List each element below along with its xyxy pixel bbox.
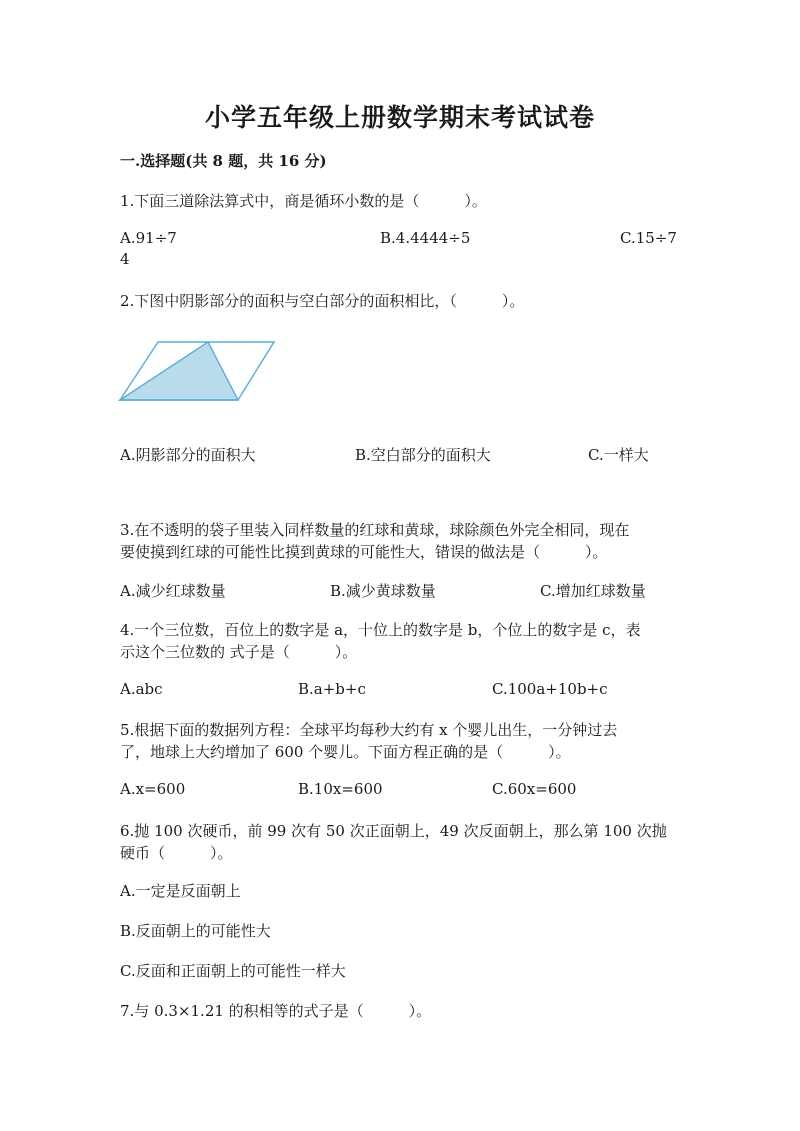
question-4-stem-line-1: 4.一个三位数，百位上的数字是 a，十位上的数字是 b，个位上的数字是 c，表 (120, 621, 641, 639)
question-4-stem-line-2: 示这个三位数的 式子是（ ）。 (120, 643, 358, 661)
question-5-option-b: B.10x=600 (298, 780, 383, 798)
question-3-stem-line-2: 要使摸到红球的可能性比摸到黄球的可能性大，错误的做法是（ ）。 (120, 543, 608, 561)
question-5-option-c: C.60x=600 (492, 780, 577, 798)
question-6-stem-line-1: 6.抛 100 次硬币，前 99 次有 50 次正面朝上，49 次反面朝上，那么第 100 次抛 (120, 822, 667, 840)
page-title: 小学五年级上册数学期末考试试卷 (204, 103, 595, 132)
question-1-option-c: C.15÷7 (620, 229, 677, 247)
question-2-option-b: B.空白部分的面积大 (355, 446, 491, 464)
question-1-option-a: A.91÷7 (120, 229, 177, 247)
question-1-stem: 1.下面三道除法算式中，商是循环小数的是（ ）。 (120, 192, 487, 210)
question-6-option-a: A.一定是反面朝上 (120, 882, 241, 900)
question-2-stem: 2.下图中阴影部分的面积与空白部分的面积相比，（ ）。 (120, 292, 525, 310)
question-4-option-c: C.100a+10b+c (492, 680, 608, 698)
section-heading: 一.选择题(共 8 题，共 16 分) (120, 152, 327, 170)
question-4-option-b: B.a+b+c (298, 680, 366, 698)
question-4-option-a: A.abc (120, 680, 163, 698)
question-2-option-c: C.一样大 (588, 446, 649, 464)
question-5-stem-line-2: 了，地球上大约增加了 600 个婴儿。下面方程正确的是（ ）。 (120, 743, 571, 761)
question-3-option-b: B.减少黄球数量 (330, 582, 436, 600)
question-5-option-a: A.x=600 (120, 780, 186, 798)
question-6-option-c: C.反面和正面朝上的可能性一样大 (120, 962, 346, 980)
question-3-option-a: A.减少红球数量 (120, 582, 226, 600)
question-3-stem-line-1: 3.在不透明的袋子里装入同样数量的红球和黄球，球除颜色外完全相同，现在 (120, 521, 630, 539)
question-1-option-a-wrap: 4 (120, 250, 130, 268)
shaded-triangle (120, 342, 238, 400)
question-6-option-b: B.反面朝上的可能性大 (120, 922, 271, 940)
question-6-stem-line-2: 硬币（ ）。 (120, 844, 233, 862)
question-7-stem: 7.与 0.3×1.21 的积相等的式子是（ ）。 (120, 1002, 432, 1020)
parallelogram-figure (118, 338, 278, 404)
question-2-option-a: A.阴影部分的面积大 (120, 446, 256, 464)
question-1-option-b: B.4.4444÷5 (380, 229, 471, 247)
question-5-stem-line-1: 5.根据下面的数据列方程：全球平均每秒大约有 x 个婴儿出生，一分钟过去 (120, 721, 618, 739)
question-3-option-c: C.增加红球数量 (540, 582, 646, 600)
